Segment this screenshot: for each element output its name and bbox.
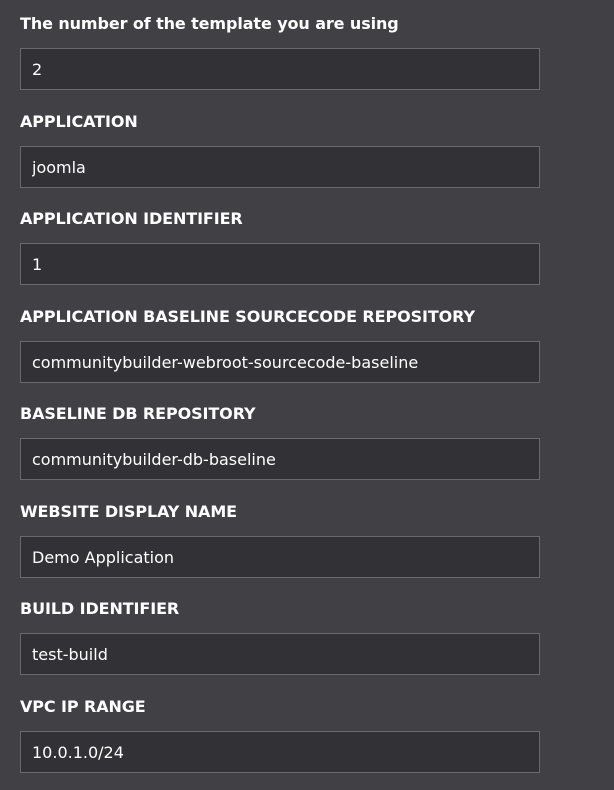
db-repository-field (20, 404, 540, 424)
application-identifier-label: APPLICATION IDENTIFIER (20, 209, 243, 228)
vpc-ip-range-label: VPC IP RANGE (20, 697, 146, 716)
website-display-name-input[interactable] (20, 536, 540, 578)
sourcecode-repository-field (20, 307, 540, 327)
sourcecode-repository-label: APPLICATION BASELINE SOURCECODE REPOSITORY (20, 307, 476, 326)
build-identifier-input[interactable] (20, 633, 540, 675)
vpc-ip-range-field (20, 697, 540, 717)
application-identifier-input[interactable] (20, 243, 540, 285)
vpc-ip-range-input[interactable] (20, 731, 540, 773)
db-repository-label: BASELINE DB REPOSITORY (20, 404, 256, 423)
sourcecode-repository-input[interactable] (20, 341, 540, 383)
db-repository-input[interactable] (20, 438, 540, 480)
application-label: APPLICATION (20, 112, 138, 131)
build-identifier-label: BUILD IDENTIFIER (20, 599, 180, 618)
template-number-input[interactable] (20, 48, 540, 90)
website-display-name-label: WEBSITE DISPLAY NAME (20, 502, 237, 521)
application-input[interactable] (20, 146, 540, 188)
build-identifier-field (20, 599, 540, 619)
template-number-label: The number of the template you are using (20, 14, 399, 33)
application-identifier-field (20, 209, 540, 229)
application-field (20, 112, 540, 132)
website-display-name-field (20, 502, 540, 522)
template-number-field (20, 14, 540, 34)
